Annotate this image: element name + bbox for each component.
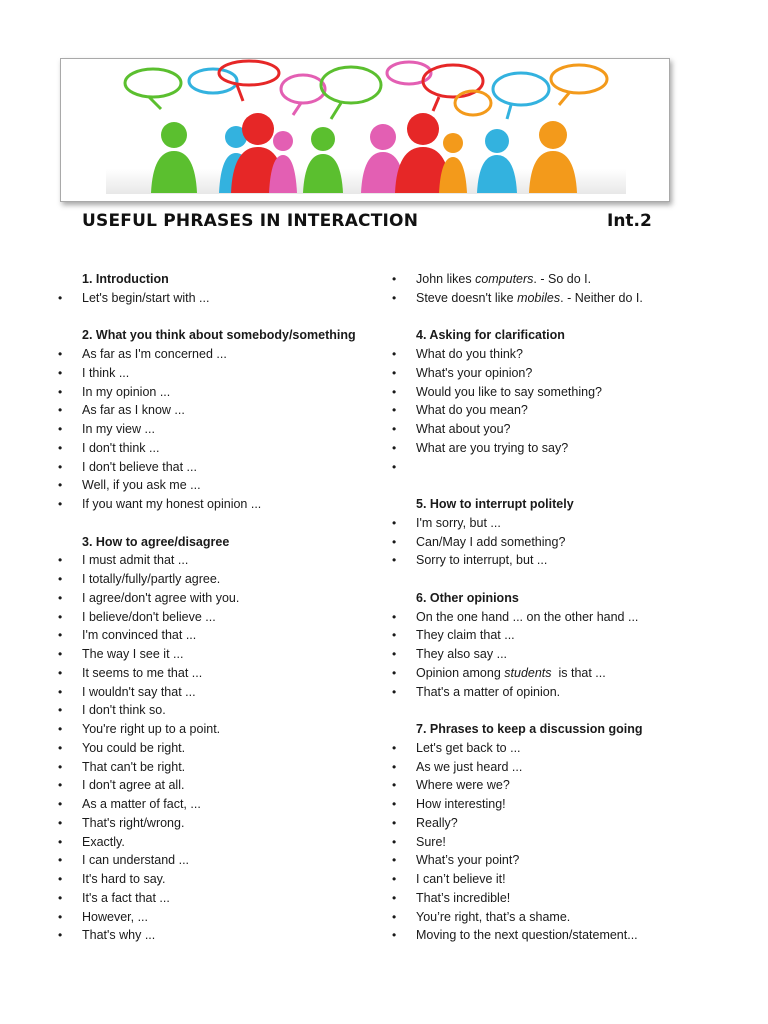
list-item: • What do you think? [392,347,524,361]
list-item: • Well, if you ask me ... [58,478,201,493]
list-item: • I wouldn't say that ... [58,684,196,699]
section-heading: 5. How to interrupt politely [416,497,574,511]
list-item: • You’re right, that’s a shame. [392,909,571,924]
section-heading: 2. What you think about somebody/something [82,328,356,343]
right-column [0,270,768,945]
list-item: • That can't be right. [58,759,186,774]
page-title: USEFUL PHRASES IN INTERACTION [82,211,419,231]
section-heading: 3. How to agree/disagree [82,534,230,549]
list-item: • Can/May I add something? [392,534,566,549]
list-item: • That’s incredible! [392,890,511,905]
list-item: • Where were we? [392,778,510,793]
list-item: • That's why ... [58,928,156,943]
list-item: • What’s your point? [392,853,520,868]
list-item: • Steve doesn't like mobiles. - Neither do I. [392,290,643,305]
list-item: • Exactly. [58,834,125,849]
list-item: • I don't think ... [58,440,160,455]
list-item: • The way I see it ... [58,647,184,661]
list-item: • In my view ... [58,422,155,436]
list-item: • What are you trying to say? [392,440,569,455]
list-item: • I must admit that ... [58,553,189,568]
list-item: • I'm sorry, but ... [392,515,501,530]
list-item: • As far as I know ... [58,403,185,418]
list-item: • [392,459,397,474]
list-item: • As far as I'm concerned ... [58,347,227,361]
list-item: • I believe/don't believe ... [58,609,216,624]
list-item: • It's a fact that ... [58,890,170,905]
list-item: • Moving to the next question/statement... [392,928,638,943]
list-item: • Let's get back to ... [392,740,521,755]
list-item: • You could be right. [58,740,186,755]
section-heading: 4. Asking for clarification [416,328,565,343]
list-item: • What's your opinion? [392,365,533,380]
list-item: • If you want my honest opinion ... [58,497,262,511]
list-item: • I agree/don't agree with you. [58,590,240,605]
speech-people-illustration [61,59,669,201]
list-item: • Sure! [392,834,446,849]
list-item: • I don't agree at all. [58,778,185,793]
list-item: • Sorry to interrupt, but ... [392,553,548,568]
list-item: • It seems to me that ... [58,665,203,680]
list-item: • As a matter of fact, ... [58,797,201,811]
list-item: • However, ... [58,909,148,924]
level-code: Int.2 [607,211,652,231]
list-item: • On the one hand ... on the other hand ... [392,609,639,624]
list-item: • I'm convinced that ... [58,628,197,643]
list-item: • Let's begin/start with ... [58,290,210,305]
section-heading: 1. Introduction [82,272,169,286]
list-item: • That's right/wrong. [58,815,185,830]
list-item: • I can’t believe it! [392,872,506,886]
section-heading: 7. Phrases to keep a discussion going [416,722,643,736]
list-item: • That's a matter of opinion. [392,684,561,699]
list-item: • As we just heard ... [392,759,523,774]
list-item: • I don't believe that ... [58,459,197,474]
list-item: • What about you? [392,422,511,436]
list-item: • I think ... [58,365,130,380]
list-item: • John likes computers. - So do I. [392,272,592,286]
list-item: • What do you mean? [392,403,528,418]
list-item: • You're right up to a point. [58,722,221,736]
list-item: • I don't think so. [58,703,166,718]
list-item: • It's hard to say. [58,872,166,886]
list-item: • I can understand ... [58,853,190,868]
list-item: • In my opinion ... [58,384,171,399]
list-item: • Would you like to say something? [392,384,602,399]
list-item: • Really? [392,815,458,830]
list-item: • They also say ... [392,647,508,661]
list-item: • I totally/fully/partly agree. [58,572,221,586]
header-banner-image [60,58,670,202]
list-item: • How interesting! [392,797,506,811]
section-heading: 6. Other opinions [416,590,519,605]
list-item: • Opinion among students is that ... [392,665,606,680]
list-item: • They claim that ... [392,628,515,643]
